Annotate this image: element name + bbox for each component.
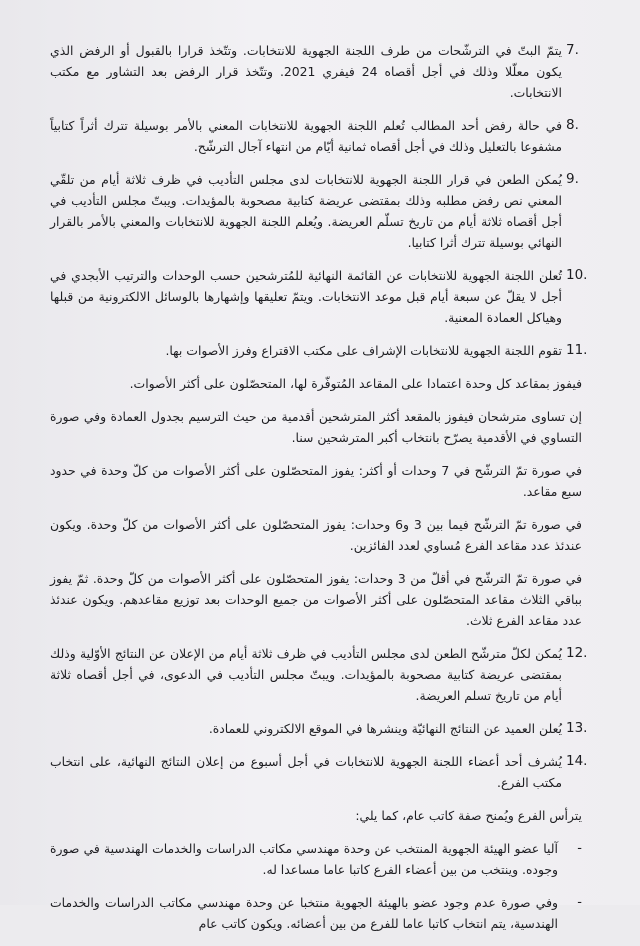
clause-12 (50, 643, 590, 706)
clause-14 (50, 751, 590, 793)
paragraph-tie-rule: إن تساوى مترشحان فيفوز بالمقعد أكثر المترشحين أقدمية من حيث الترسيم بجدول العمادة وفي صورة التساوي في الأقدمية يصرّح بانتخاب أكبر المترشحين سنا. (50, 409, 582, 445)
clause-13 (50, 718, 590, 739)
clause-text: يُشرف أحد أعضاء اللجنة الجهوية للانتخابات في أجل أسبوع من إعلان النتائج النهائية، على انتخاب مكتب الفرع. (50, 754, 562, 790)
paragraph-three-to-six-units: في صورة تمّ الترشّح فيما بين 3 و6 وحدات: يفوز المتحصّلون على أكثر الأصوات من كلّ وحدة. ويكون عندئذ عدد مقاعد الفرع مُساوي لعدد الفائزين. (50, 517, 582, 553)
clause-number: 13. (566, 720, 588, 736)
clause-number: 14. (566, 753, 588, 769)
clause-text: يُمكن لكلّ مترشّح الطعن لدى مجلس التأديب في ظرف ثلاثة أيام من الإعلان عن النتائج الأوّلية وذلك بمقتضى عريضة كتابية مصحوبة بالمؤيدات. ويبتّ مجلس التأديب في الدعوى، في أجل أقصاه ثلاثة أيام من تاريخ تسلم العريضة. (50, 646, 562, 703)
clause-8 (50, 115, 590, 157)
clause-text: يُمكن الطعن في قرار اللجنة الجهوية للانتخابات لدى مجلس التأديب في ظرف ثلاثة أيام من تلقّي المعني نص رفض مطلبه وذلك بمقتضى عريضة كتابية مصحوبة بالمؤيدات. ويبتّ مجلس التأديب في أجل أقصاه ثلاثة أيام من تاريخ تسلّم العريضة. ويُعلم اللجنة الجهوية للانتخابات والمعني بالأمر بالقرار النهائي بوسيلة تترك أثرا كتابيا. (50, 172, 562, 250)
clause-number: 9. (566, 171, 579, 187)
bullet-dash: - (577, 895, 582, 910)
clause-text: تقوم اللجنة الجهوية للانتخابات الإشراف على مكتب الاقتراع وفرز الأصوات بها. (165, 343, 562, 358)
clause-number: 12. (566, 645, 588, 661)
clause-text: في حالة رفض أحد المطالب تُعلم اللجنة الجهوية للانتخابات المعني بالأمر بوسيلة تترك أثراً كتابياً مشفوعا بالتعليل وذلك في أجل أقصاه ثمانية أيّام من انتهاء آجال الترشّح. (50, 118, 562, 154)
clause-7 (50, 40, 590, 103)
list-item (50, 892, 590, 934)
paragraph-seat-allocation: فيفوز بمقاعد كل وحدة اعتمادا على المقاعد المُتوفّرة لها، المتحصّلون على أكثر الأصوات. (129, 376, 582, 391)
paragraph-under-three-units: في صورة تمّ الترشّح في أقلّ من 3 وحدات: يفوز المتحصّلون على أكثر الأصوات من كلّ وحدة. ثمّ يفوز بباقي الثلاث مقاعد المتحصّلون على أكثر الأصوات من جميع الوحدات بعد توزيع مقاعدهم. ويكون عندئذ عدد مقاعد الفرع ثلاث. (50, 571, 583, 628)
clause-11 (50, 340, 590, 361)
paragraph-branch-head: يترأس الفرع ويُمنح صفة كاتب عام، كما يلي: (355, 808, 582, 823)
clause-number: 8. (566, 117, 579, 133)
paragraph-seven-units: في صورة تمّ الترشّح في 7 وحدات أو أكثر: يفوز المتحصّلون على أكثر الأصوات من كلّ وحدة في حدود سبع مقاعد. (50, 463, 582, 499)
clause-number: 11. (566, 342, 588, 358)
bullet-dash: - (577, 841, 582, 856)
clause-9 (50, 169, 590, 253)
list-item-text: وفي صورة عدم وجود عضو بالهيئة الجهوية منتخبا عن وحدة مهندسي مكاتب الدراسات والخدمات الهندسية، يتم انتخاب كاتبا عاما للفرع من بين أعضائه. ويكون كاتب عام (50, 895, 558, 931)
document-body (50, 40, 590, 946)
list-item-text: آليا عضو الهيئة الجهوية المنتخب عن وحدة مهندسي مكاتب الدراسات والخدمات الهندسية في صورة وجوده. وينتخب من بين أعضاء الفرع كاتبا عاما مساعدا له. (50, 841, 558, 877)
clause-10 (50, 265, 590, 328)
list-item (50, 838, 590, 880)
clause-text: يتمّ البتّ في الترشّحات من طرف اللجنة الجهوية للانتخابات. وتتّخذ قرارا بالقبول أو الرفض الذي يكون معلّلا وذلك في أجل أقصاه 24 فيفري 2021. وتتّخذ قرار الرفض بعد التشاور مع مكتب الانتخابات. (50, 43, 562, 100)
clause-number: 10. (566, 267, 588, 283)
clause-text: يُعلن العميد عن النتائج النهائيّة وينشرها في الموقع الالكتروني للعمادة. (208, 721, 562, 736)
clause-number: 7. (566, 42, 579, 58)
clause-text: تُعلن اللجنة الجهوية للانتخابات عن القائمة النهائية للمُترشحين حسب الوحدات والترتيب الأبجدي في أجل لا يقلّ عن سبعة أيام قبل موعد الانتخابات. ويتمّ تعليقها وإشهارها بالوسائل الالكترونية من قبلها وهياكل العمادة المعنية. (50, 268, 562, 325)
